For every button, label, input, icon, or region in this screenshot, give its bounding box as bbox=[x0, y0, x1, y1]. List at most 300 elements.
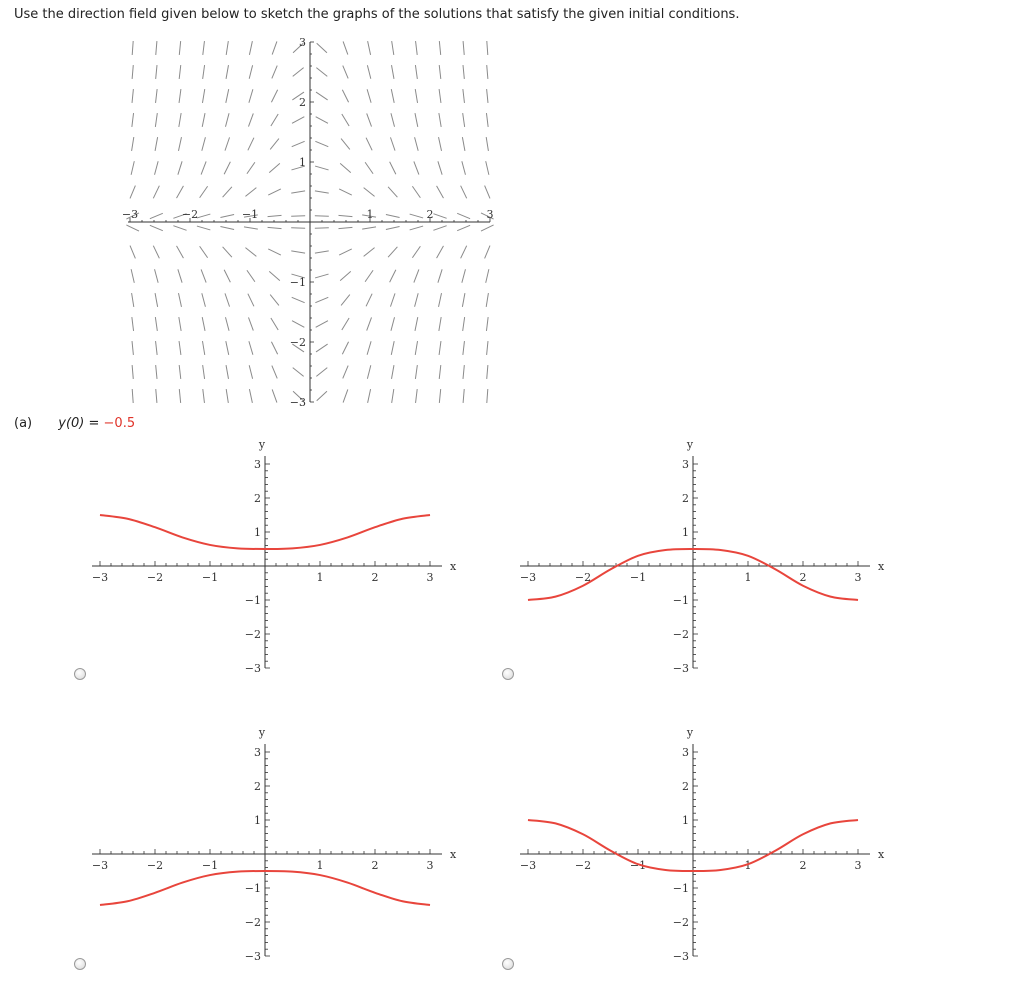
slope-segment bbox=[271, 318, 278, 330]
y-tick-label: −3 bbox=[672, 950, 689, 963]
y-tick-label: 3 bbox=[254, 746, 261, 759]
slope-segment bbox=[362, 227, 376, 229]
y-tick-label: −1 bbox=[289, 276, 306, 289]
x-tick-label: −3 bbox=[121, 208, 139, 221]
slope-segment bbox=[391, 113, 395, 127]
slope-segment bbox=[415, 113, 418, 127]
slope-segment bbox=[463, 365, 464, 379]
slope-segment bbox=[390, 270, 396, 283]
slope-segment bbox=[248, 113, 253, 126]
slope-segment bbox=[202, 317, 205, 331]
slope-segment bbox=[269, 163, 280, 172]
option-d-graph bbox=[508, 724, 898, 964]
slope-segment bbox=[268, 249, 281, 255]
x-tick-label: −3 bbox=[91, 859, 109, 872]
slope-segment bbox=[391, 341, 394, 355]
slope-segment bbox=[342, 342, 348, 355]
slope-segment bbox=[249, 341, 253, 354]
slope-segment bbox=[201, 269, 206, 282]
slope-segment bbox=[317, 391, 327, 401]
slope-segment bbox=[179, 89, 181, 103]
slope-segment bbox=[200, 186, 208, 197]
slope-segment bbox=[486, 113, 488, 127]
slope-segment bbox=[342, 114, 349, 126]
y-tick-label: −3 bbox=[289, 396, 306, 408]
slope-segment bbox=[178, 269, 182, 282]
slope-segment bbox=[270, 295, 279, 306]
slope-segment bbox=[487, 365, 488, 379]
slope-segment bbox=[433, 214, 446, 219]
slope-segment bbox=[153, 246, 159, 259]
slope-segment bbox=[292, 321, 304, 328]
slope-segment bbox=[201, 161, 206, 174]
slope-segment bbox=[272, 366, 277, 379]
slope-segment bbox=[132, 137, 134, 151]
slope-segment bbox=[315, 297, 328, 302]
slope-segment bbox=[439, 389, 440, 403]
slope-segment bbox=[486, 293, 488, 307]
slope-segment bbox=[415, 341, 417, 355]
y-tick-label: 3 bbox=[682, 458, 689, 471]
slope-segment bbox=[179, 317, 181, 331]
slope-segment bbox=[173, 226, 186, 231]
slope-segment bbox=[439, 65, 441, 79]
slope-segment bbox=[365, 162, 373, 173]
slope-segment bbox=[178, 161, 182, 174]
slope-segment bbox=[316, 68, 327, 77]
y-tick-label: −2 bbox=[289, 336, 306, 349]
question-condition bbox=[14, 416, 135, 431]
y-tick-label: 2 bbox=[682, 492, 689, 505]
condition-value: −0.5 bbox=[103, 416, 136, 431]
slope-segment bbox=[247, 270, 255, 281]
y-tick-label: 1 bbox=[254, 814, 261, 827]
slope-segment bbox=[410, 226, 423, 230]
x-tick-label: 2 bbox=[799, 859, 807, 872]
slope-segment bbox=[439, 113, 441, 127]
slope-segment bbox=[338, 215, 352, 216]
slope-segment bbox=[343, 389, 348, 402]
slope-segment bbox=[226, 389, 228, 403]
slope-segment bbox=[249, 389, 252, 403]
slope-segment bbox=[131, 161, 134, 175]
slope-segment bbox=[177, 186, 184, 198]
y-axis-label: y bbox=[686, 726, 694, 739]
slope-segment bbox=[438, 269, 442, 282]
y-tick-label: −2 bbox=[672, 628, 689, 641]
slope-segment bbox=[391, 89, 394, 103]
slope-segment bbox=[249, 65, 252, 79]
slope-segment bbox=[457, 213, 470, 218]
slope-segment bbox=[412, 246, 420, 257]
slope-segment bbox=[415, 365, 417, 379]
slope-segment bbox=[156, 389, 157, 403]
slope-segment bbox=[487, 341, 488, 355]
slope-segment bbox=[224, 270, 230, 283]
slope-segment bbox=[461, 186, 467, 199]
slope-segment bbox=[132, 65, 133, 79]
slope-segment bbox=[292, 141, 305, 146]
slope-segment bbox=[364, 188, 375, 197]
slope-segment bbox=[315, 251, 329, 253]
slope-segment bbox=[248, 317, 253, 330]
slope-segment bbox=[412, 186, 420, 197]
x-tick-label: 2 bbox=[799, 571, 807, 584]
slope-segment bbox=[132, 389, 133, 403]
slope-segment bbox=[244, 227, 258, 229]
slope-segment bbox=[270, 139, 279, 150]
y-tick-label: 3 bbox=[682, 746, 689, 759]
slope-segment bbox=[249, 41, 252, 55]
x-tick-label: −1 bbox=[629, 571, 647, 584]
slope-segment bbox=[463, 317, 465, 331]
slope-segment bbox=[155, 113, 157, 127]
slope-segment bbox=[248, 138, 254, 151]
part-label: (a) bbox=[14, 416, 33, 431]
slope-segment bbox=[415, 137, 419, 151]
slope-segment bbox=[317, 43, 327, 53]
slope-segment bbox=[414, 161, 419, 174]
y-tick-label: −2 bbox=[672, 916, 689, 929]
y-tick-label: −1 bbox=[244, 882, 261, 895]
option-b-radio[interactable] bbox=[502, 668, 514, 680]
y-tick-label: 2 bbox=[299, 96, 306, 109]
slope-segment bbox=[386, 214, 400, 217]
slope-segment bbox=[392, 41, 394, 55]
slope-segment bbox=[439, 317, 441, 331]
y-tick-label: −3 bbox=[672, 662, 689, 675]
slope-segment bbox=[485, 186, 490, 199]
x-tick-label: −2 bbox=[574, 859, 592, 872]
y-tick-label: −1 bbox=[244, 594, 261, 607]
slope-segment bbox=[415, 65, 417, 79]
x-tick-label: 1 bbox=[366, 208, 374, 221]
slope-segment bbox=[365, 270, 373, 281]
slope-segment bbox=[177, 246, 184, 258]
slope-segment bbox=[316, 368, 327, 377]
slope-segment bbox=[130, 186, 135, 199]
slope-segment bbox=[203, 41, 205, 55]
slope-segment bbox=[316, 117, 328, 124]
slope-segment bbox=[223, 187, 232, 197]
slope-segment bbox=[316, 92, 328, 100]
slope-segment bbox=[457, 225, 470, 230]
slope-segment bbox=[367, 365, 370, 379]
slope-segment bbox=[487, 89, 488, 103]
slope-segment bbox=[367, 341, 371, 354]
slope-segment bbox=[392, 365, 394, 379]
slope-segment bbox=[132, 293, 134, 307]
slope-segment bbox=[268, 189, 281, 195]
slope-segment bbox=[249, 365, 252, 379]
slope-segment bbox=[132, 317, 134, 331]
slope-segment bbox=[437, 246, 444, 258]
x-tick-label: 3 bbox=[854, 571, 862, 584]
x-tick-label: −2 bbox=[574, 571, 592, 584]
y-tick-label: −1 bbox=[672, 882, 689, 895]
slope-segment bbox=[366, 294, 372, 307]
slope-segment bbox=[437, 186, 444, 198]
slope-segment bbox=[340, 271, 351, 280]
slope-segment bbox=[131, 269, 134, 283]
slope-segment bbox=[245, 188, 256, 197]
y-tick-label: 1 bbox=[682, 526, 689, 539]
y-tick-label: 2 bbox=[682, 780, 689, 793]
x-tick-label: −2 bbox=[146, 571, 164, 584]
slope-segment bbox=[342, 90, 348, 103]
slope-segment bbox=[197, 214, 210, 218]
slope-segment bbox=[225, 113, 229, 127]
slope-segment bbox=[226, 89, 229, 103]
slope-segment bbox=[463, 389, 464, 403]
slope-segment bbox=[155, 137, 158, 151]
y-axis-label: y bbox=[686, 438, 694, 451]
slope-segment bbox=[225, 293, 230, 306]
slope-segment bbox=[272, 41, 277, 54]
slope-segment bbox=[463, 65, 464, 79]
y-tick-label: 1 bbox=[682, 814, 689, 827]
slope-segment bbox=[339, 189, 352, 195]
slope-segment bbox=[316, 344, 328, 352]
slope-segment bbox=[132, 41, 133, 55]
x-tick-label: −2 bbox=[181, 208, 199, 221]
x-tick-label: −1 bbox=[201, 859, 219, 872]
slope-segment bbox=[155, 317, 157, 331]
x-tick-label: 1 bbox=[744, 859, 752, 872]
slope-segment bbox=[150, 225, 163, 230]
slope-segment bbox=[438, 161, 442, 174]
slope-segment bbox=[463, 341, 465, 355]
slope-segment bbox=[315, 191, 329, 193]
slope-segment bbox=[202, 113, 205, 127]
x-tick-label: −3 bbox=[519, 571, 537, 584]
slope-segment bbox=[341, 295, 350, 306]
slope-segment bbox=[315, 166, 328, 170]
slope-segment bbox=[220, 226, 234, 229]
y-tick-label: −2 bbox=[244, 916, 261, 929]
x-tick-label: −1 bbox=[201, 571, 219, 584]
slope-segment bbox=[156, 41, 157, 55]
option-c-graph bbox=[80, 724, 470, 964]
x-tick-label: −3 bbox=[91, 571, 109, 584]
slope-segment bbox=[487, 389, 488, 403]
slope-segment bbox=[271, 342, 277, 355]
slope-segment bbox=[132, 341, 133, 355]
slope-segment bbox=[415, 89, 417, 103]
slope-segment bbox=[272, 389, 277, 402]
slope-segment bbox=[292, 117, 304, 124]
x-tick-label: 3 bbox=[486, 208, 494, 221]
slope-segment bbox=[155, 293, 158, 307]
x-tick-label: 3 bbox=[426, 859, 434, 872]
slope-segment bbox=[249, 89, 253, 102]
x-axis-label: x bbox=[878, 560, 885, 573]
slope-segment bbox=[153, 186, 159, 199]
slope-segment bbox=[463, 89, 465, 103]
slope-segment bbox=[268, 215, 282, 216]
slope-segment bbox=[245, 248, 256, 257]
x-tick-label: 1 bbox=[316, 859, 324, 872]
slope-segment bbox=[416, 389, 418, 403]
x-tick-label: −1 bbox=[629, 859, 647, 872]
slope-segment bbox=[487, 65, 488, 79]
slope-segment bbox=[225, 317, 229, 331]
slope-segment bbox=[126, 225, 139, 231]
slope-segment bbox=[343, 366, 348, 379]
slope-segment bbox=[247, 162, 255, 173]
option-a-graph bbox=[80, 436, 470, 676]
slope-segment bbox=[179, 113, 181, 127]
y-axis-label: y bbox=[258, 438, 266, 451]
slope-segment bbox=[268, 227, 282, 228]
slope-segment bbox=[269, 271, 280, 280]
y-tick-label: 1 bbox=[254, 526, 261, 539]
slope-segment bbox=[339, 249, 352, 255]
slope-segment bbox=[203, 389, 205, 403]
slope-segment bbox=[271, 114, 278, 126]
slope-segment bbox=[315, 141, 328, 146]
slope-segment bbox=[202, 137, 206, 151]
slope-segment bbox=[226, 41, 228, 55]
slope-segment bbox=[130, 246, 135, 259]
y-tick-label: 3 bbox=[299, 36, 306, 49]
slope-segment bbox=[439, 41, 440, 55]
slope-segment bbox=[461, 246, 467, 259]
x-axis-label: x bbox=[450, 560, 457, 573]
y-tick-label: −3 bbox=[244, 662, 261, 675]
slope-segment bbox=[342, 318, 349, 330]
slope-segment bbox=[293, 368, 304, 377]
y-tick-label: 2 bbox=[254, 492, 261, 505]
slope-segment bbox=[202, 341, 204, 355]
slope-segment bbox=[439, 293, 442, 307]
option-b-graph bbox=[508, 436, 898, 676]
slope-segment bbox=[179, 389, 180, 403]
x-tick-label: 2 bbox=[426, 208, 434, 221]
condition-lhs: y(0) = bbox=[58, 416, 104, 431]
instruction-text: Use the direction field given below to sketch the graphs of the solutions that satisfy the given initial conditions. bbox=[14, 7, 740, 22]
y-tick-label: −3 bbox=[244, 950, 261, 963]
x-tick-label: −1 bbox=[241, 208, 259, 221]
x-tick-label: 3 bbox=[854, 859, 862, 872]
option-d-radio[interactable] bbox=[502, 958, 514, 970]
slope-segment bbox=[248, 294, 254, 307]
slope-segment bbox=[462, 137, 465, 151]
slope-segment bbox=[150, 213, 163, 218]
slope-segment bbox=[226, 365, 228, 379]
slope-segment bbox=[226, 65, 228, 79]
slope-segment bbox=[292, 297, 305, 302]
slope-segment bbox=[368, 389, 371, 403]
slope-segment bbox=[462, 161, 466, 175]
slope-segment bbox=[179, 341, 181, 355]
slope-segment bbox=[156, 65, 157, 79]
slope-segment bbox=[341, 139, 350, 150]
slope-segment bbox=[202, 293, 206, 307]
slope-segment bbox=[155, 269, 159, 283]
slope-segment bbox=[338, 227, 352, 228]
slope-segment bbox=[368, 41, 371, 55]
slope-segment bbox=[132, 89, 133, 103]
slope-segment bbox=[132, 365, 133, 379]
slope-segment bbox=[439, 341, 441, 355]
slope-segment bbox=[178, 293, 181, 307]
slope-segment bbox=[390, 293, 395, 306]
slope-segment bbox=[179, 41, 180, 55]
slope-segment bbox=[203, 65, 205, 79]
slope-segment bbox=[415, 317, 418, 331]
slope-segment bbox=[463, 41, 464, 55]
slope-segment bbox=[390, 137, 395, 150]
slope-segment bbox=[226, 341, 229, 355]
slope-segment bbox=[414, 269, 419, 282]
slope-segment bbox=[486, 161, 489, 175]
slope-segment bbox=[366, 138, 372, 151]
y-tick-label: −1 bbox=[672, 594, 689, 607]
slope-segment bbox=[367, 317, 372, 330]
slope-segment bbox=[132, 113, 134, 127]
slope-segment bbox=[220, 214, 234, 217]
x-tick-label: −2 bbox=[146, 859, 164, 872]
option-a-radio[interactable] bbox=[74, 668, 86, 680]
slope-segment bbox=[410, 214, 423, 218]
slope-segment bbox=[439, 365, 441, 379]
x-tick-label: 3 bbox=[426, 571, 434, 584]
x-tick-label: 1 bbox=[316, 571, 324, 584]
y-tick-label: 2 bbox=[254, 780, 261, 793]
slope-segment bbox=[315, 274, 328, 278]
slope-segment bbox=[433, 226, 446, 231]
slope-segment bbox=[197, 226, 210, 230]
slope-segment bbox=[343, 41, 348, 54]
y-tick-label: 1 bbox=[299, 156, 306, 169]
y-tick-label: −2 bbox=[244, 628, 261, 641]
slope-segment bbox=[203, 365, 205, 379]
direction-field-chart bbox=[120, 36, 500, 408]
slope-segment bbox=[179, 65, 181, 79]
slope-segment bbox=[367, 113, 372, 126]
x-axis-label: x bbox=[450, 848, 457, 861]
slope-segment bbox=[200, 246, 208, 257]
slope-segment bbox=[272, 66, 277, 79]
slope-segment bbox=[415, 293, 419, 307]
slope-segment bbox=[367, 89, 371, 102]
slope-segment bbox=[390, 162, 396, 175]
option-c-radio[interactable] bbox=[74, 958, 86, 970]
slope-segment bbox=[388, 247, 397, 257]
slope-segment bbox=[156, 365, 157, 379]
slope-segment bbox=[486, 137, 488, 151]
slope-segment bbox=[386, 226, 400, 229]
slope-segment bbox=[364, 248, 375, 257]
x-axis-label: x bbox=[878, 848, 885, 861]
y-axis-label: y bbox=[258, 726, 266, 739]
x-tick-label: 2 bbox=[371, 859, 379, 872]
slope-segment bbox=[416, 41, 418, 55]
slope-segment bbox=[291, 251, 305, 253]
slope-segment bbox=[485, 246, 490, 259]
slope-segment bbox=[481, 225, 494, 231]
slope-segment bbox=[316, 321, 328, 328]
slope-segment bbox=[439, 89, 441, 103]
x-tick-label: 1 bbox=[744, 571, 752, 584]
slope-segment bbox=[343, 66, 348, 79]
slope-segment bbox=[486, 317, 488, 331]
slope-segment bbox=[178, 137, 181, 151]
slope-segment bbox=[225, 137, 230, 150]
slope-segment bbox=[224, 162, 230, 175]
slope-segment bbox=[392, 65, 394, 79]
